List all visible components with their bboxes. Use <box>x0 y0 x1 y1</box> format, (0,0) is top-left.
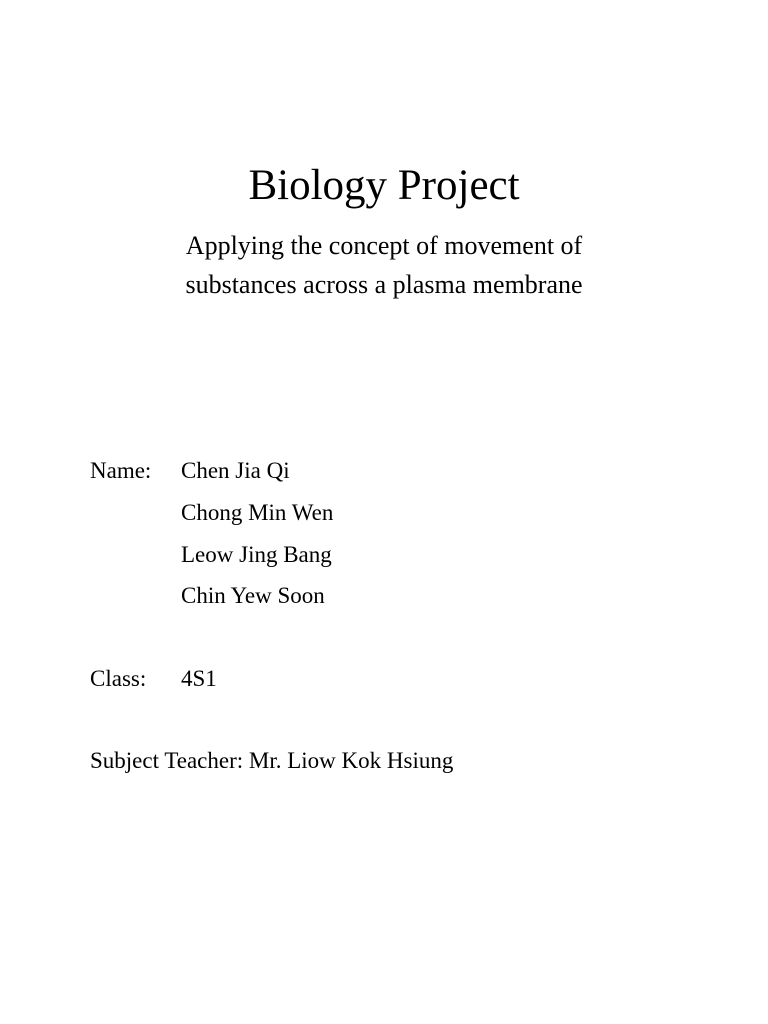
member-name-1: Chen Jia Qi <box>181 458 290 483</box>
class-label: Class: <box>90 666 147 691</box>
name-label: Name: <box>90 458 152 483</box>
class-value: 4S1 <box>181 666 217 691</box>
page-title: Biology Project <box>248 162 520 209</box>
page-subtitle <box>0 226 768 304</box>
subtitle-line-2: substances across a plasma membrane <box>185 270 583 299</box>
subtitle-line-1: Applying the concept of movement of <box>185 231 583 260</box>
member-name-2: Chong Min Wen <box>181 500 334 525</box>
member-name-4: Chin Yew Soon <box>181 583 325 608</box>
member-name-3: Leow Jing Bang <box>181 542 332 567</box>
subject-teacher-line: Subject Teacher: Mr. Liow Kok Hsiung <box>90 748 454 773</box>
